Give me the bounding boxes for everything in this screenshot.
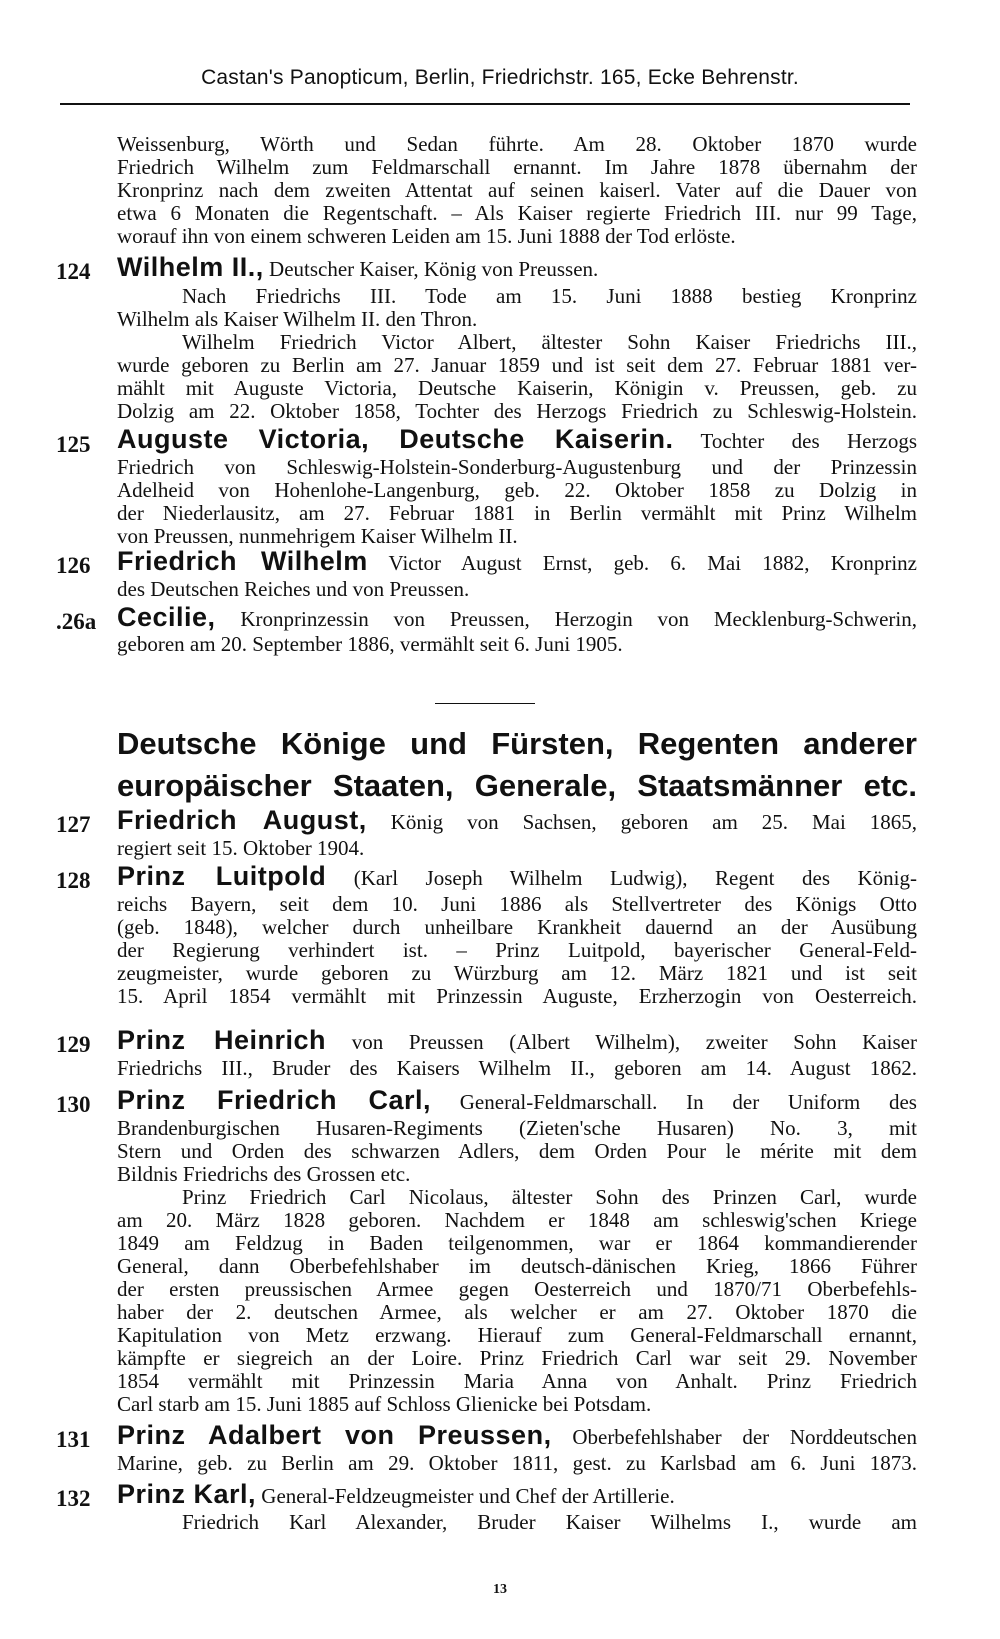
entry-number: 126 (56, 553, 91, 578)
entry-text: Deutscher Kaiser, König von Preussen. (269, 257, 599, 281)
text-line: (geb. 1848), welcher durch unheilbare Krankheit dauernd an der Ausübung (117, 915, 917, 939)
entry-number: 128 (56, 868, 91, 893)
entry-name: Prinz Adalbert von Preussen, (117, 1420, 552, 1450)
text-line: der Regierung verhindert ist. – Prinz Luitpold, bayerischer General-Feld- (117, 938, 917, 962)
entry-number: .26a (56, 609, 97, 634)
entry-name: Prinz Heinrich (117, 1025, 326, 1055)
entry-text: Oberbefehlshaber der Norddeutschen (572, 1425, 918, 1449)
text-line: Carl starb am 15. Juni 1885 auf Schloss Glienicke bei Potsdam. (117, 1392, 652, 1416)
text-line: der Niederlausitz, am 27. Februar 1881 in Berlin vermählt mit Prinz Wilhelm (117, 501, 917, 525)
text-line: Bildnis Friedrichs des Grossen etc. (117, 1162, 411, 1186)
page-number: 13 (493, 1582, 507, 1597)
entry-text: Kronprinzessin von Preussen, Herzogin von Mecklenburg-Schwerin, (240, 607, 917, 631)
section-title: Deutsche Könige und Fürsten, Regenten anderer (117, 726, 917, 761)
section-divider (435, 703, 535, 704)
text-line: Marine, geb. zu Berlin am 29. Oktober 1811, gest. zu Karlsbad am 6. Juni 1873. (117, 1451, 917, 1475)
entry-name: Prinz Karl, (117, 1479, 257, 1509)
entry-name: Prinz Friedrich Carl, (117, 1085, 432, 1115)
text-line: Kapitulation von Metz erzwang. Hierauf zum General-Feldmarschall ernannt, (117, 1323, 917, 1347)
section-title: europäischer Staaten, Generale, Staatsmänner etc. (117, 768, 917, 803)
text-line: Friedrich von Schleswig-Holstein-Sonderburg-Augustenburg und der Prinzessin (117, 455, 917, 479)
entry-number: 125 (56, 432, 91, 457)
text-line: 1854 vermählt mit Prinzessin Maria Anna von Anhalt. Prinz Friedrich (117, 1369, 917, 1393)
entry-number: 129 (56, 1032, 91, 1057)
entry-name: Wilhelm II., (117, 252, 264, 282)
entry-text: von Preussen (Albert Wilhelm), zweiter Sohn Kaiser (351, 1030, 917, 1054)
entry-number: 130 (56, 1092, 91, 1117)
entry-text: König von Sachsen, geboren am 25. Mai 1865, (390, 810, 918, 834)
running-header: Castan's Panopticum, Berlin, Friedrichstr. 165, Ecke Behrenstr. (201, 66, 799, 89)
text-line: wurde geboren zu Berlin am 27. Januar 1859 und ist seit dem 27. Februar 1881 ver- (117, 353, 917, 377)
entry-name: Cecilie, (117, 602, 216, 632)
entry-text: General-Feldzeugmeister und Chef der Artillerie. (261, 1484, 675, 1508)
text-line: kämpfte er siegreich an der Loire. Prinz Friedrich Carl war seit 29. November (117, 1346, 917, 1370)
text-line: 15. April 1854 vermählt mit Prinzessin Auguste, Erzherzogin von Oesterreich. (117, 984, 917, 1008)
entry-name: Friedrich Wilhelm (117, 546, 368, 576)
text-line: Wilhelm Friedrich Victor Albert, ältester Sohn Kaiser Friedrichs III., (182, 330, 917, 354)
text-line: General, dann Oberbefehlshaber im deutsch-dänischen Krieg, 1866 Führer (117, 1254, 917, 1278)
entry-name: Auguste Victoria, Deutsche Kaiserin. (117, 424, 674, 454)
text-line: regiert seit 15. Oktober 1904. (117, 836, 365, 860)
entry-name: Prinz Luitpold (117, 861, 327, 891)
header-rule (60, 103, 910, 105)
text-line: geboren am 20. September 1886, vermählt seit 6. Juni 1905. (117, 632, 623, 656)
text-line: Wilhelm als Kaiser Wilhelm II. den Thron. (117, 307, 478, 331)
text-line: Friedrich Karl Alexander, Bruder Kaiser Wilhelms I., wurde am (182, 1510, 917, 1534)
text-line: worauf ihn von einem schweren Leiden am 15. Juni 1888 der Tod erlöste. (117, 224, 736, 248)
text-line: Friedrichs III., Bruder des Kaisers Wilhelm II., geboren am 14. August 1862. (117, 1056, 917, 1080)
text-line: haber der 2. deutschen Armee, als welcher er am 27. Oktober 1870 die (117, 1300, 917, 1324)
text-line: zeugmeister, wurde geboren zu Würzburg am 12. März 1821 und ist seit (117, 961, 917, 985)
entry-text: Victor August Ernst, geb. 6. Mai 1882, Kronprinz (388, 551, 918, 575)
entry-text: Tochter des Herzogs (700, 429, 917, 453)
entry-text: (Karl Joseph Wilhelm Ludwig), Regent des König- (353, 866, 917, 890)
entry-number: 127 (56, 812, 91, 837)
entry-number: 131 (56, 1427, 91, 1452)
text-line: des Deutschen Reiches und von Preussen. (117, 577, 470, 601)
text-line: Stern und Orden des schwarzen Adlers, dem Orden Pour le mérite mit dem (117, 1139, 917, 1163)
text-line: Nach Friedrichs III. Tode am 15. Juni 1888 bestieg Kronprinz (182, 284, 917, 308)
text-line: Kronprinz nach dem zweiten Attentat auf seinen kaiserl. Vater auf die Dauer von (117, 178, 917, 202)
text-line: Prinz Friedrich Carl Nicolaus, ältester Sohn des Prinzen Carl, wurde (182, 1185, 917, 1209)
text-line: Weissenburg, Wörth und Sedan führte. Am 28. Oktober 1870 wurde (117, 132, 917, 156)
text-line: Adelheid von Hohenlohe-Langenburg, geb. 22. Oktober 1858 zu Dolzig in (117, 478, 917, 502)
entry-name: Friedrich August, (117, 805, 367, 835)
entry-number: 124 (56, 259, 91, 284)
text-line: am 20. März 1828 geboren. Nachdem er 1848 am schleswig'schen Kriege (117, 1208, 917, 1232)
entry-number: 132 (56, 1486, 91, 1511)
text-line: Friedrich Wilhelm zum Feldmarschall ernannt. Im Jahre 1878 übernahm der (117, 155, 917, 179)
text-line: mählt mit Auguste Victoria, Deutsche Kaiserin, Königin v. Preussen, geb. zu (117, 376, 917, 400)
text-line: der ersten preussischen Armee gegen Oesterreich und 1870/71 Oberbefehls- (117, 1277, 917, 1301)
text-line: 1849 am Feldzug in Baden teilgenommen, war er 1864 kommandierender (117, 1231, 917, 1255)
text-line: etwa 6 Monaten die Regentschaft. – Als Kaiser regierte Friedrich III. nur 99 Tage, (117, 201, 917, 225)
text-line: Brandenburgischen Husaren-Regiments (Zieten'sche Husaren) No. 3, mit (117, 1116, 917, 1140)
text-line: Dolzig am 22. Oktober 1858, Tochter des Herzogs Friedrich zu Schleswig-Holstein. (117, 399, 917, 423)
entry-text: General-Feldmarschall. In der Uniform des (459, 1090, 917, 1114)
text-line: reichs Bayern, seit dem 10. Juni 1886 als Stellvertreter des Königs Otto (117, 892, 917, 916)
text-line: von Preussen, nunmehrigem Kaiser Wilhelm II. (117, 524, 518, 548)
